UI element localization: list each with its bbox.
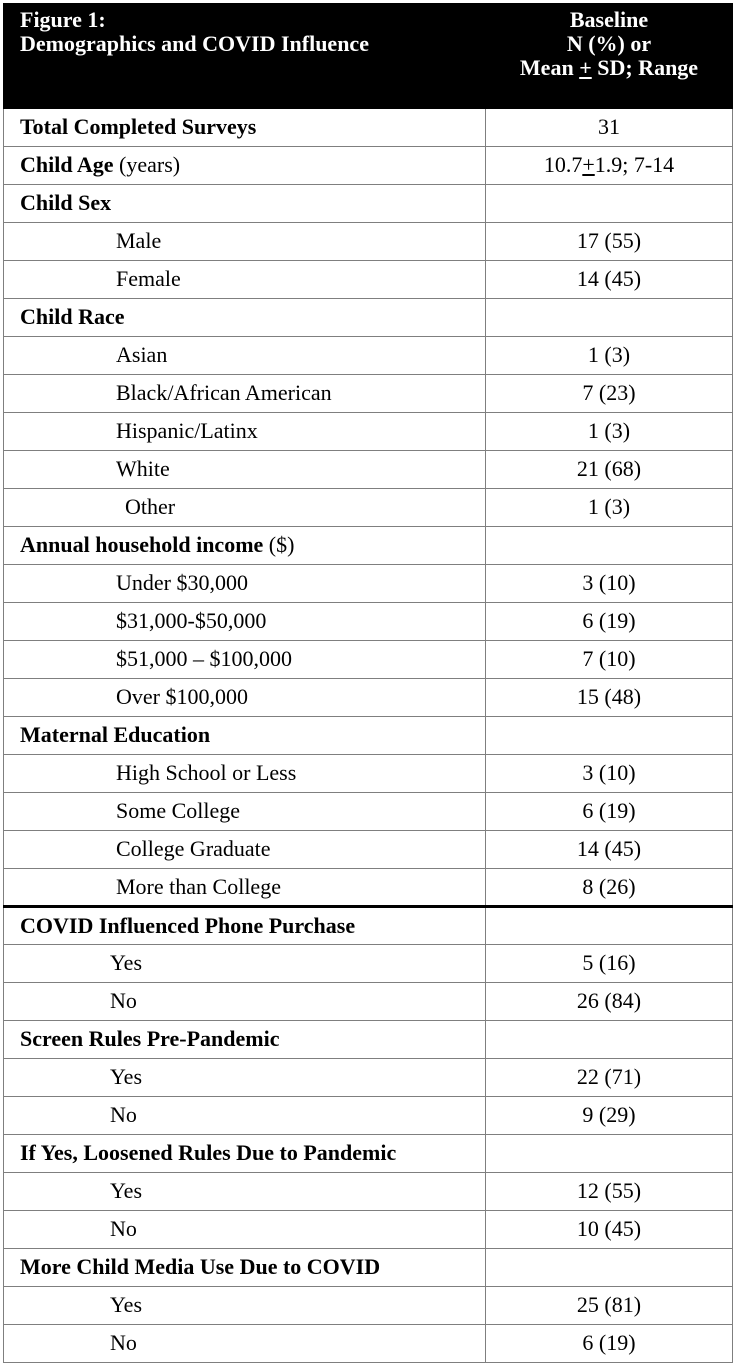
row-label: More than College — [4, 869, 486, 907]
table-row — [4, 831, 733, 869]
row-value: 6 (19) — [486, 1325, 733, 1363]
row-label: Over $100,000 — [4, 679, 486, 717]
section-label: Child Race — [4, 299, 486, 337]
row-label: $31,000-$50,000 — [4, 603, 486, 641]
row-value: 1 (3) — [486, 489, 733, 527]
row-label: Yes — [4, 1059, 486, 1097]
row-value: 3 (10) — [486, 755, 733, 793]
row-value: 22 (71) — [486, 1059, 733, 1097]
table-row — [4, 793, 733, 831]
section-row — [4, 185, 733, 223]
table-row — [4, 147, 733, 185]
row-value: 15 (48) — [486, 679, 733, 717]
table-row — [4, 679, 733, 717]
section-row — [4, 299, 733, 337]
table-row — [4, 451, 733, 489]
row-value: 21 (68) — [486, 451, 733, 489]
row-value: 8 (26) — [486, 869, 733, 907]
table-row — [4, 565, 733, 603]
section-row — [4, 907, 733, 945]
section-row — [4, 1135, 733, 1173]
section-label: Child Sex — [4, 185, 486, 223]
table-row — [4, 1325, 733, 1363]
row-label: No — [4, 983, 486, 1021]
row-label: No — [4, 1211, 486, 1249]
row-label: Male — [4, 223, 486, 261]
figure-label: Figure 1: — [20, 7, 106, 32]
table-row — [4, 1059, 733, 1097]
column-header — [486, 4, 733, 109]
row-value: 17 (55) — [486, 223, 733, 261]
row-label: Female — [4, 261, 486, 299]
section-label: Annual household income ($) — [4, 527, 486, 565]
table-row — [4, 261, 733, 299]
row-label: Other — [4, 489, 486, 527]
row-label: White — [4, 451, 486, 489]
table-row — [4, 945, 733, 983]
row-value: 14 (45) — [486, 261, 733, 299]
row-value: 26 (84) — [486, 983, 733, 1021]
row-label: No — [4, 1097, 486, 1135]
section-label: More Child Media Use Due to COVID — [4, 1249, 486, 1287]
row-value: 7 (10) — [486, 641, 733, 679]
section-row — [4, 1021, 733, 1059]
section-row — [4, 1249, 733, 1287]
row-label: College Graduate — [4, 831, 486, 869]
table-header-row — [4, 4, 733, 109]
row-value: 1 (3) — [486, 413, 733, 451]
plus-minus-symbol: + — [582, 152, 595, 178]
row-label: Yes — [4, 945, 486, 983]
row-value: 14 (45) — [486, 831, 733, 869]
row-value: 5 (16) — [486, 945, 733, 983]
demographics-table — [3, 3, 733, 1363]
table-row — [4, 641, 733, 679]
row-value: 12 (55) — [486, 1173, 733, 1211]
row-value: 6 (19) — [486, 603, 733, 641]
table-row — [4, 1173, 733, 1211]
table-row — [4, 1211, 733, 1249]
column-header-line-1: Baseline — [569, 7, 649, 32]
row-label: $51,000 – $100,000 — [4, 641, 486, 679]
table-row — [4, 337, 733, 375]
row-value: 10.7+1.9; 7-14 — [486, 147, 733, 185]
table-row — [4, 375, 733, 413]
table-row — [4, 603, 733, 641]
column-header-line-3: Mean + SD; Range — [519, 55, 699, 81]
table-row — [4, 223, 733, 261]
row-value: 25 (81) — [486, 1287, 733, 1325]
table-row — [4, 983, 733, 1021]
table-row — [4, 869, 733, 907]
row-label: Asian — [4, 337, 486, 375]
plus-minus-symbol: + — [579, 55, 592, 81]
table-title — [4, 4, 486, 109]
table-row — [4, 1097, 733, 1135]
section-row — [4, 527, 733, 565]
row-value: 1 (3) — [486, 337, 733, 375]
row-value: 31 — [486, 109, 733, 147]
row-value: 10 (45) — [486, 1211, 733, 1249]
row-value: 7 (23) — [486, 375, 733, 413]
table-row — [4, 489, 733, 527]
row-label: Black/African American — [4, 375, 486, 413]
section-label: COVID Influenced Phone Purchase — [4, 907, 486, 945]
figure-title: Demographics and COVID Influence — [20, 31, 369, 57]
section-row — [4, 717, 733, 755]
section-label: Maternal Education — [4, 717, 486, 755]
row-value: 3 (10) — [486, 565, 733, 603]
row-label: Some College — [4, 793, 486, 831]
row-label: High School or Less — [4, 755, 486, 793]
row-label: Yes — [4, 1287, 486, 1325]
row-label: Hispanic/Latinx — [4, 413, 486, 451]
row-label: Child Age (years) — [4, 147, 486, 185]
row-value: 9 (29) — [486, 1097, 733, 1135]
section-label: If Yes, Loosened Rules Due to Pandemic — [4, 1135, 486, 1173]
table-row — [4, 1287, 733, 1325]
section-label: Screen Rules Pre-Pandemic — [4, 1021, 486, 1059]
row-label: Under $30,000 — [4, 565, 486, 603]
table-row — [4, 413, 733, 451]
row-label: Yes — [4, 1173, 486, 1211]
table-row — [4, 755, 733, 793]
row-value: 6 (19) — [486, 793, 733, 831]
row-label: No — [4, 1325, 486, 1363]
table-row — [4, 109, 733, 147]
row-label: Total Completed Surveys — [4, 109, 486, 147]
column-header-line-2: N (%) or — [566, 31, 652, 57]
